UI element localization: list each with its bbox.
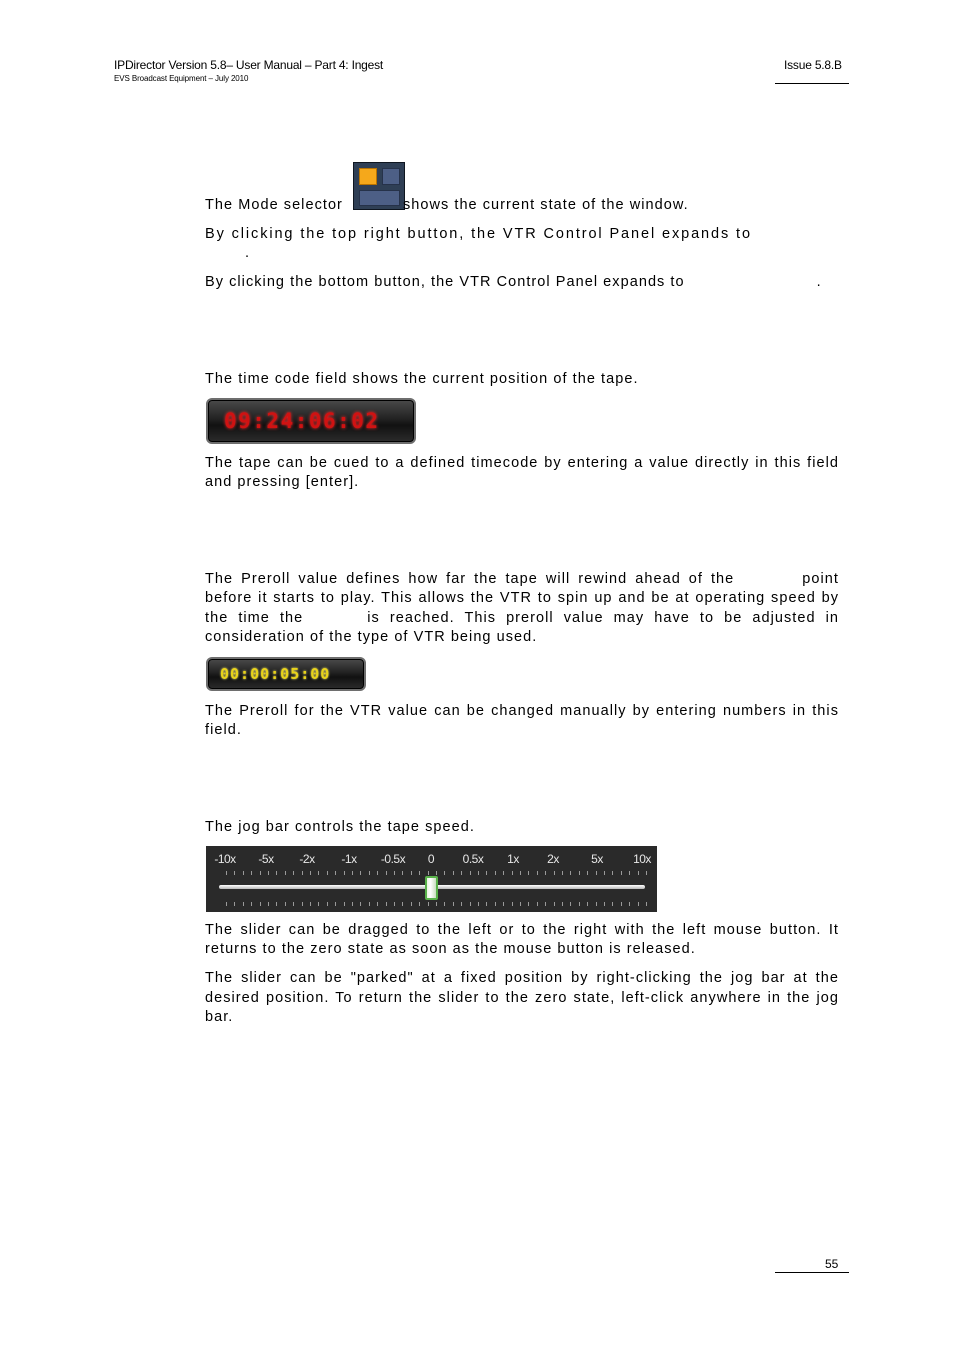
jog-tick bbox=[596, 902, 597, 906]
jog-tick bbox=[545, 871, 546, 875]
jog-tick bbox=[503, 902, 504, 906]
preroll-value: 00:00:05:00 bbox=[220, 665, 331, 683]
jog-slider-thumb[interactable] bbox=[425, 876, 438, 900]
jog-tick bbox=[453, 871, 454, 875]
jog-tick bbox=[436, 902, 437, 906]
jog-tick bbox=[621, 871, 622, 875]
preroll-paragraph: The Preroll value defines how far the tape will rewind ahead of the point before it starts to play. This allows the VTR to spin up and be at operating speed by the time the is reached. This preroll value may have to be adjusted in consideration of the type of VTR being used. bbox=[205, 571, 839, 645]
mode-paragraph-2 bbox=[205, 225, 839, 244]
jog-tick bbox=[419, 871, 420, 875]
jog-tick bbox=[520, 871, 521, 875]
jog-tick bbox=[612, 871, 613, 875]
jog-tick bbox=[310, 902, 311, 906]
preroll-description: The Preroll for the VTR value can be changed manually by entering numbers in this field. bbox=[205, 703, 839, 739]
footer-rule bbox=[775, 1272, 849, 1273]
jog-label: 0.5x bbox=[462, 852, 484, 866]
jog-tick bbox=[587, 902, 588, 906]
jog-tick bbox=[226, 902, 227, 906]
mode-paragraph-1 bbox=[205, 196, 839, 215]
jog-tick bbox=[478, 902, 479, 906]
mode-text-before: The Mode selector bbox=[205, 197, 343, 213]
jog-tick bbox=[638, 902, 639, 906]
jog-paragraph-1: The slider can be dragged to the left or to the right with the left mouse button. It returns to the zero state as soon as the mouse button is released. bbox=[205, 922, 839, 958]
jog-tick bbox=[621, 902, 622, 906]
jog-tick bbox=[486, 871, 487, 875]
jog-label: -2x bbox=[299, 852, 315, 866]
jog-tick bbox=[302, 902, 303, 906]
mode-top-left-button-icon bbox=[359, 168, 377, 185]
jog-tick bbox=[570, 871, 571, 875]
jog-tick bbox=[520, 902, 521, 906]
timecode-description: The tape can be cued to a defined timecode by entering a value directly in this field and pressing [enter]. bbox=[205, 455, 839, 491]
jog-tick bbox=[545, 902, 546, 906]
jog-tick bbox=[335, 871, 336, 875]
mode-p2-line2: . bbox=[245, 245, 251, 261]
jog-tick bbox=[234, 902, 235, 906]
jog-tick bbox=[377, 902, 378, 906]
jog-tick bbox=[402, 871, 403, 875]
jog-tick bbox=[386, 902, 387, 906]
jog-tick bbox=[638, 871, 639, 875]
jog-label: 10x bbox=[633, 852, 651, 866]
jog-tick bbox=[554, 871, 555, 875]
jog-tick bbox=[260, 902, 261, 906]
jog-tick bbox=[369, 871, 370, 875]
document-subtitle: EVS Broadcast Equipment – July 2010 bbox=[114, 74, 249, 83]
jog-tick bbox=[470, 871, 471, 875]
jog-tick bbox=[293, 871, 294, 875]
jog-tick bbox=[512, 871, 513, 875]
jog-tick bbox=[369, 902, 370, 906]
jog-tick bbox=[461, 902, 462, 906]
jog-tick bbox=[344, 871, 345, 875]
jog-tick bbox=[402, 902, 403, 906]
jog-tick bbox=[234, 871, 235, 875]
jog-label: -1x bbox=[341, 852, 357, 866]
jog-label: 0 bbox=[427, 852, 435, 866]
jog-tick bbox=[268, 871, 269, 875]
jog-tick bbox=[285, 902, 286, 906]
timecode-field[interactable] bbox=[206, 398, 416, 444]
jog-tick bbox=[562, 871, 563, 875]
jog-tick bbox=[562, 902, 563, 906]
jog-tick bbox=[646, 871, 647, 875]
jog-tick bbox=[453, 902, 454, 906]
timecode-intro: The time code field shows the current position of the tape. bbox=[205, 371, 639, 387]
jog-tick bbox=[629, 902, 630, 906]
jog-tick bbox=[411, 871, 412, 875]
jog-label: 1x bbox=[507, 852, 519, 866]
jog-tick bbox=[503, 871, 504, 875]
page-number: 55 bbox=[825, 1257, 839, 1271]
jog-tick bbox=[596, 871, 597, 875]
jog-tick bbox=[579, 902, 580, 906]
issue-label: Issue 5.8.B bbox=[784, 58, 842, 72]
jog-tick bbox=[512, 902, 513, 906]
jog-tick bbox=[360, 902, 361, 906]
jog-tick bbox=[318, 902, 319, 906]
jog-tick bbox=[461, 871, 462, 875]
jog-tick bbox=[579, 871, 580, 875]
jog-tick bbox=[318, 871, 319, 875]
jog-tick bbox=[587, 871, 588, 875]
jog-tick bbox=[352, 902, 353, 906]
jog-tick bbox=[251, 902, 252, 906]
jog-tick bbox=[528, 871, 529, 875]
jog-tick bbox=[444, 871, 445, 875]
jog-tick bbox=[302, 871, 303, 875]
jog-tick bbox=[478, 871, 479, 875]
jog-tick bbox=[604, 902, 605, 906]
jog-tick bbox=[243, 871, 244, 875]
jog-tick bbox=[276, 871, 277, 875]
jog-tick bbox=[528, 902, 529, 906]
jog-tick bbox=[310, 871, 311, 875]
jog-label: -5x bbox=[258, 852, 274, 866]
jog-tick bbox=[436, 871, 437, 875]
mode-text-after: shows the current state of the window. bbox=[402, 197, 689, 213]
jog-paragraph-2: The slider can be "parked" at a fixed position by right-clicking the jog bar at the desired position. To return the slider to the zero state, left-click anywhere in the jog bar. bbox=[205, 970, 839, 1026]
jog-tick bbox=[335, 902, 336, 906]
jog-tick bbox=[293, 902, 294, 906]
jog-tick bbox=[537, 871, 538, 875]
jog-tick bbox=[495, 871, 496, 875]
jog-tick bbox=[419, 902, 420, 906]
jog-tick bbox=[386, 871, 387, 875]
document-title: IPDirector Version 5.8– User Manual – Part 4: Ingest bbox=[114, 58, 384, 72]
preroll-field[interactable] bbox=[206, 657, 366, 691]
jog-tick bbox=[394, 902, 395, 906]
jog-tick bbox=[428, 902, 429, 906]
jog-tick bbox=[570, 902, 571, 906]
jog-tick bbox=[226, 871, 227, 875]
jog-label: -10x bbox=[214, 852, 236, 866]
jog-bar[interactable] bbox=[206, 846, 657, 912]
jog-tick bbox=[428, 871, 429, 875]
jog-tick bbox=[470, 902, 471, 906]
jog-tick bbox=[251, 871, 252, 875]
mode-top-right-button-icon bbox=[382, 168, 400, 185]
mode-paragraph-3: By clicking the bottom button, the VTR Control Panel expands to . bbox=[205, 274, 822, 290]
jog-tick bbox=[604, 871, 605, 875]
jog-tick bbox=[276, 902, 277, 906]
jog-tick bbox=[444, 902, 445, 906]
jog-tick bbox=[260, 871, 261, 875]
jog-label: 2x bbox=[547, 852, 559, 866]
jog-tick bbox=[352, 871, 353, 875]
jog-tick bbox=[327, 902, 328, 906]
jog-tick bbox=[268, 902, 269, 906]
jog-tick bbox=[537, 902, 538, 906]
jog-tick bbox=[486, 902, 487, 906]
jog-label: 5x bbox=[591, 852, 603, 866]
jog-tick bbox=[377, 871, 378, 875]
jog-tick bbox=[495, 902, 496, 906]
jog-tick bbox=[327, 871, 328, 875]
jog-tick bbox=[411, 902, 412, 906]
jog-label: -0.5x bbox=[380, 852, 406, 866]
jog-tick bbox=[360, 871, 361, 875]
jog-tick bbox=[554, 902, 555, 906]
header-rule bbox=[775, 83, 849, 84]
jog-tick bbox=[612, 902, 613, 906]
jog-tick bbox=[243, 902, 244, 906]
jog-tick bbox=[646, 902, 647, 906]
mode-p2-line1: By clicking the top right button, the VTR Control Panel expands to bbox=[205, 226, 752, 242]
timecode-value: 09:24:06:02 bbox=[224, 409, 380, 433]
jog-tick bbox=[394, 871, 395, 875]
jog-tick bbox=[344, 902, 345, 906]
mode-p3-text: By clicking the bottom button, the VTR Control Panel expands to bbox=[205, 274, 685, 290]
jog-tick bbox=[629, 871, 630, 875]
jog-intro: The jog bar controls the tape speed. bbox=[205, 819, 475, 835]
jog-tick bbox=[285, 871, 286, 875]
